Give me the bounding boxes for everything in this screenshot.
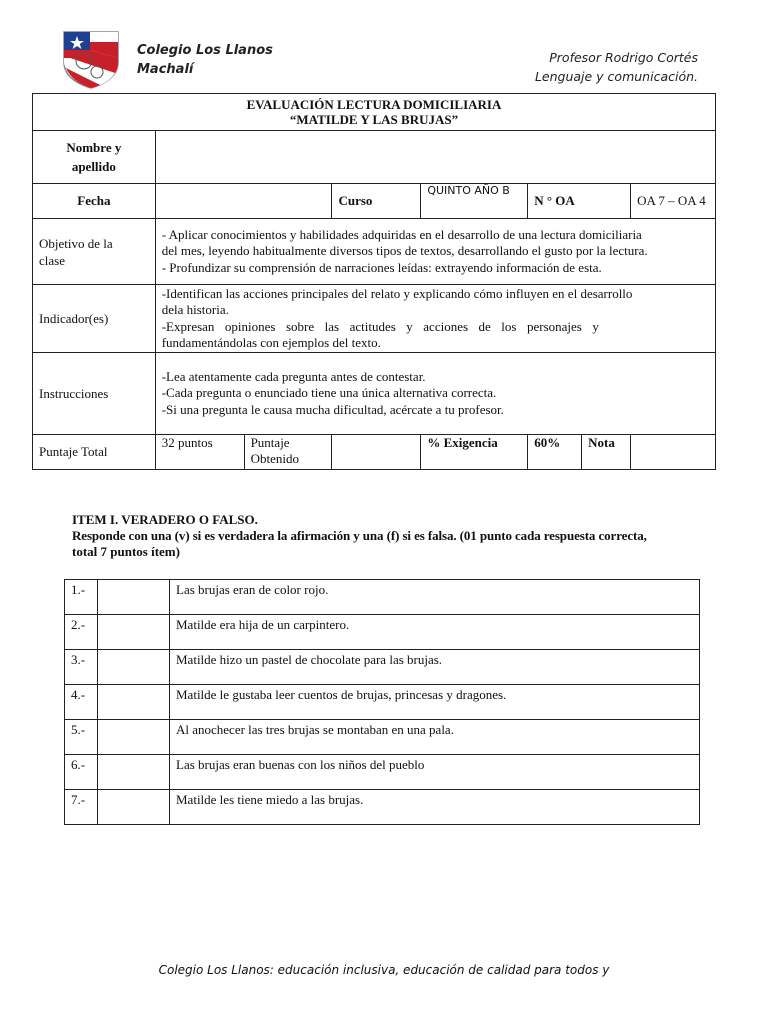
answer-field[interactable] xyxy=(98,720,170,755)
question-text: Al anochecer las tres brujas se montaban en una pala. xyxy=(170,720,700,755)
objective-line: - Aplicar conocimientos y habilidades adquiridas en el desarrollo de una lectura domiciliaria xyxy=(161,226,642,242)
exigencia-label: % Exigencia xyxy=(421,435,528,470)
objective-label: Objetivo de la clase xyxy=(33,219,156,285)
course-label: Curso xyxy=(332,184,421,219)
question-number: 3.- xyxy=(65,650,98,685)
instruction-line: -Lea atentamente cada pregunta antes de contestar. xyxy=(161,368,426,384)
teacher-block xyxy=(535,48,698,86)
question-number: 7.- xyxy=(65,790,98,825)
question-row xyxy=(65,580,700,615)
instructions-text xyxy=(155,353,715,435)
school-name: Colegio Los Llanos xyxy=(137,43,273,58)
school-logo xyxy=(60,28,122,90)
instructions-label: Instrucciones xyxy=(33,353,156,435)
teacher-name: Profesor Rodrigo Cortés xyxy=(549,50,698,65)
question-number: 1.- xyxy=(65,580,98,615)
question-number: 5.- xyxy=(65,720,98,755)
item-instruction-line: Responde con una (v) si es verdadera la afirmación y una (f) si es falsa. (01 punto cada respuesta correcta, xyxy=(72,528,647,543)
title-line-1: EVALUACIÓN LECTURA DOMICILIARIA xyxy=(246,97,502,112)
question-number: 2.- xyxy=(65,615,98,650)
indicator-line: fundamentándolas con ejemplos del texto. xyxy=(161,335,381,350)
total-score-label: Puntaje Total xyxy=(33,435,156,470)
answer-field[interactable] xyxy=(98,650,170,685)
indicator-text xyxy=(155,285,715,353)
question-text: Matilde les tiene miedo a las brujas. xyxy=(170,790,700,825)
question-row xyxy=(65,650,700,685)
name-field[interactable] xyxy=(155,131,715,184)
school-city: Machalí xyxy=(137,62,194,77)
course-value[interactable]: QUINTO AÑO B xyxy=(421,184,528,219)
instruction-line: -Cada pregunta o enunciado tiene una única alternativa correcta. xyxy=(161,385,497,401)
indicator-label: Indicador(es) xyxy=(33,285,156,353)
question-text: Matilde le gustaba leer cuentos de brujas, princesas y dragones. xyxy=(170,685,700,720)
answer-field[interactable] xyxy=(98,755,170,790)
item-instruction-line: total 7 puntos ítem) xyxy=(72,544,180,559)
true-false-table xyxy=(64,579,700,825)
evaluation-title xyxy=(33,94,716,131)
question-row xyxy=(65,755,700,790)
question-number: 4.- xyxy=(65,685,98,720)
indicator-line: dela historia. xyxy=(161,302,229,317)
indicator-line: -Expresan opiniones sobre las actitudes y acciones de los personajes y xyxy=(161,318,599,334)
school-name-block xyxy=(137,41,273,79)
total-score-value: 32 puntos xyxy=(155,435,244,470)
item-heading: ITEM I. VERADERO O FALSO. xyxy=(72,512,258,527)
oa-value: OA 7 – OA 4 xyxy=(631,184,716,219)
date-field[interactable] xyxy=(155,184,332,219)
obtained-score-label: Puntaje Obtenido xyxy=(244,435,332,470)
oa-label: N ° OA xyxy=(528,184,631,219)
objective-text xyxy=(155,219,715,285)
answer-field[interactable] xyxy=(98,615,170,650)
question-row xyxy=(65,685,700,720)
question-row xyxy=(65,615,700,650)
grade-field[interactable] xyxy=(631,435,716,470)
answer-field[interactable] xyxy=(98,580,170,615)
instruction-line: -Si una pregunta le causa mucha dificultad, acércate a tu profesor. xyxy=(161,401,504,417)
question-text: Las brujas eran de color rojo. xyxy=(170,580,700,615)
indicator-line: -Identifican las acciones principales del relato y explicando cómo influyen en el desarrollo xyxy=(161,285,633,301)
footer-text: Colegio Los Llanos: educación inclusiva, educación de calidad para todos y xyxy=(158,963,610,977)
question-row xyxy=(65,790,700,825)
item-heading-block xyxy=(72,512,732,560)
grade-label: Nota xyxy=(582,435,631,470)
date-label: Fecha xyxy=(33,184,156,219)
question-text: Matilde hizo un pastel de chocolate para las brujas. xyxy=(170,650,700,685)
obtained-score-field[interactable] xyxy=(332,435,421,470)
subject-name: Lenguaje y comunicación. xyxy=(534,69,698,84)
question-number: 6.- xyxy=(65,755,98,790)
question-text: Las brujas eran buenas con los niños del pueblo xyxy=(170,755,700,790)
title-line-2: “MATILDE Y LAS BRUJAS” xyxy=(289,112,459,127)
answer-field[interactable] xyxy=(98,685,170,720)
evaluation-header-table xyxy=(32,93,716,470)
question-text: Matilde era hija de un carpintero. xyxy=(170,615,700,650)
name-label: Nombre y apellido xyxy=(33,131,156,184)
objective-line: - Profundizar su comprensión de narraciones leídas: extrayendo información de esta. xyxy=(161,259,602,275)
question-row xyxy=(65,720,700,755)
exigencia-value: 60% xyxy=(528,435,582,470)
answer-field[interactable] xyxy=(98,790,170,825)
objective-line: del mes, leyendo habitualmente diversos tipos de textos, desarrollando el gusto por la lectura. xyxy=(161,243,648,259)
